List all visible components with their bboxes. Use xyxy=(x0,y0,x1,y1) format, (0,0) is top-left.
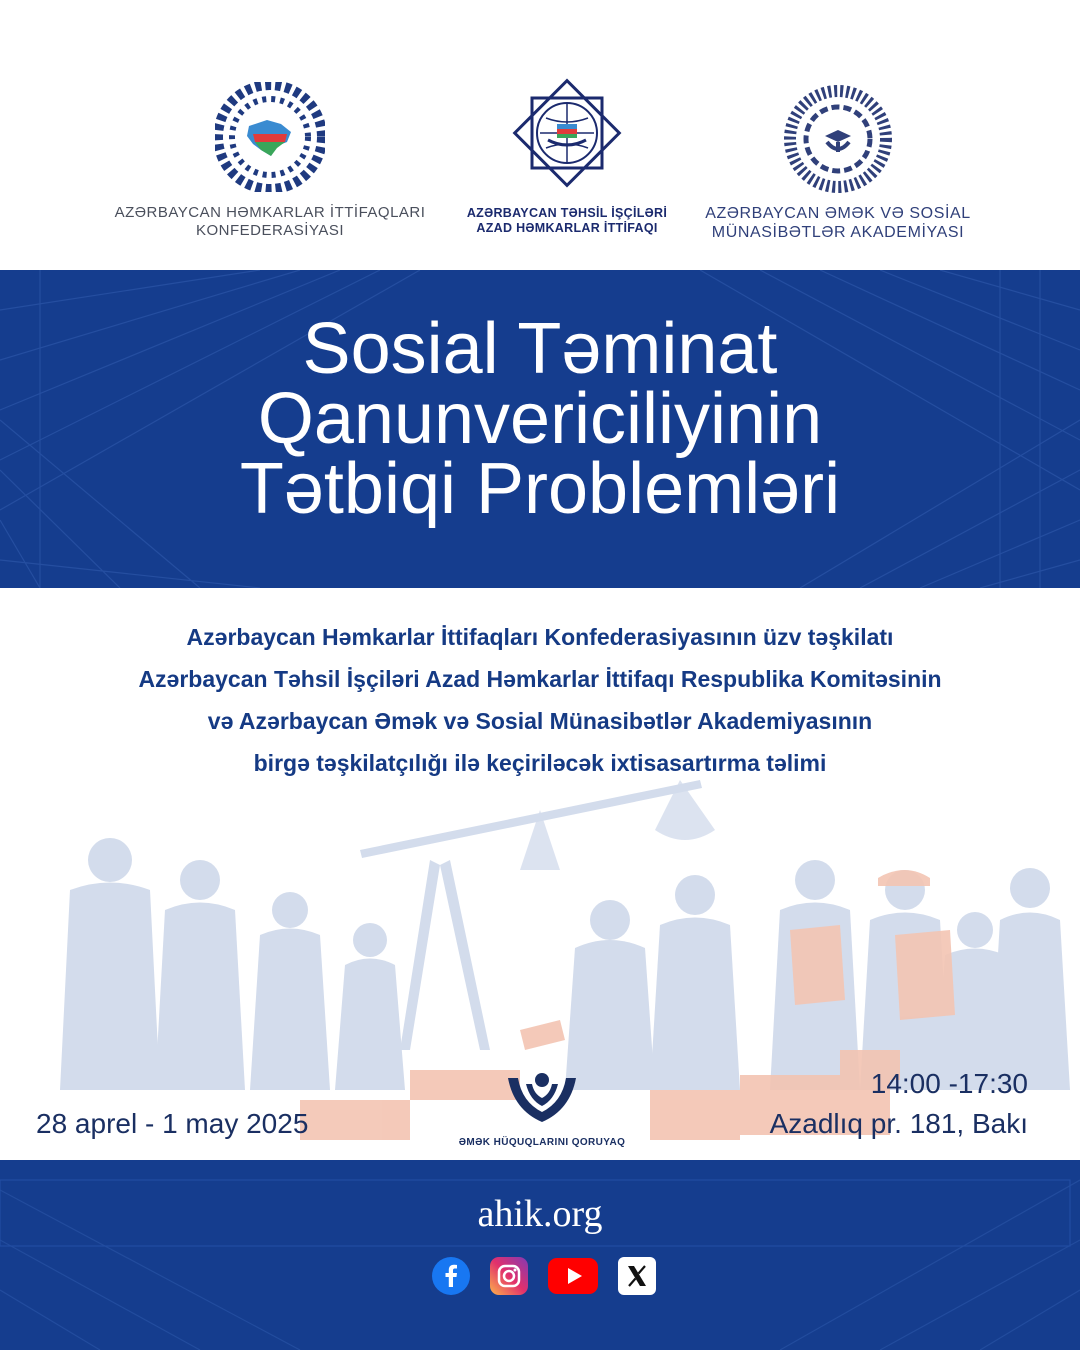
event-date: 28 aprel - 1 may 2025 xyxy=(36,1108,309,1139)
ahik-logo xyxy=(100,82,440,240)
youtube-icon[interactable] xyxy=(548,1256,598,1296)
tehsil-emblem-icon xyxy=(508,74,626,192)
event-description xyxy=(20,616,1060,784)
website-link[interactable]: ahik.org xyxy=(477,1193,603,1235)
description-line-3: və Azərbaycan Əmək və Sosial Münasibətlər Akademiyasının xyxy=(207,708,873,734)
logo-caption-line1: AZƏRBAYCAN ƏMƏK VƏ SOSİAL xyxy=(705,205,971,222)
academy-emblem-icon xyxy=(783,84,893,194)
description-line-1: Azərbaycan Həmkarlar İttifaqları Konfederasiyasının üzv təşkilatı xyxy=(186,624,894,650)
ahik-emblem-icon xyxy=(215,82,325,192)
title-line-2: Qanunvericiliyinin xyxy=(257,379,823,459)
description-line-4: birgə təşkilatçılığı ilə keçiriləcək ixtisasartırma təlimi xyxy=(253,750,827,776)
event-time: 14:00 -17:30 xyxy=(870,1068,1028,1099)
logo-caption-line1: AZƏRBAYCAN HƏMKARLAR İTTİFAQLARI xyxy=(114,204,426,221)
x-icon[interactable] xyxy=(618,1256,656,1296)
logo-caption-line2: AZAD HƏMKARLAR İTTİFAQI xyxy=(476,221,658,235)
labor-rights-logo xyxy=(454,1070,630,1148)
labor-rights-emblem-icon xyxy=(502,1070,582,1126)
title-line-3: Tətbiqi Problemləri xyxy=(239,449,841,529)
page-title xyxy=(0,309,1080,529)
event-address: Azadlıq pr. 181, Bakı xyxy=(769,1108,1028,1139)
footer xyxy=(0,1160,1080,1350)
logo-caption-line2: MÜNASİBƏTLƏR AKADEMİYASI xyxy=(711,224,965,242)
facebook-icon[interactable] xyxy=(432,1256,470,1296)
logo-caption-line2: KONFEDERASİYASI xyxy=(195,222,345,239)
logo-caption-line1: AZƏRBAYCAN TƏHSİL İŞÇİLƏRİ xyxy=(466,206,668,220)
center-logo-caption: ƏMƏK HÜQUQLARINI QORUYAQ xyxy=(458,1137,626,1148)
academy-logo xyxy=(690,84,986,242)
footer-background-pattern xyxy=(0,1160,1080,1350)
social-links xyxy=(432,1256,652,1296)
header-logos xyxy=(0,0,1080,270)
description-line-2: Azərbaycan Təhsil İşçiləri Azad Həmkarlar İttifaqı Respublika Komitəsinin xyxy=(138,666,942,692)
instagram-icon[interactable] xyxy=(490,1256,528,1296)
tehsil-union-logo xyxy=(462,74,672,236)
title-line-1: Sosial Təminat xyxy=(302,309,778,389)
title-banner xyxy=(0,270,1080,588)
